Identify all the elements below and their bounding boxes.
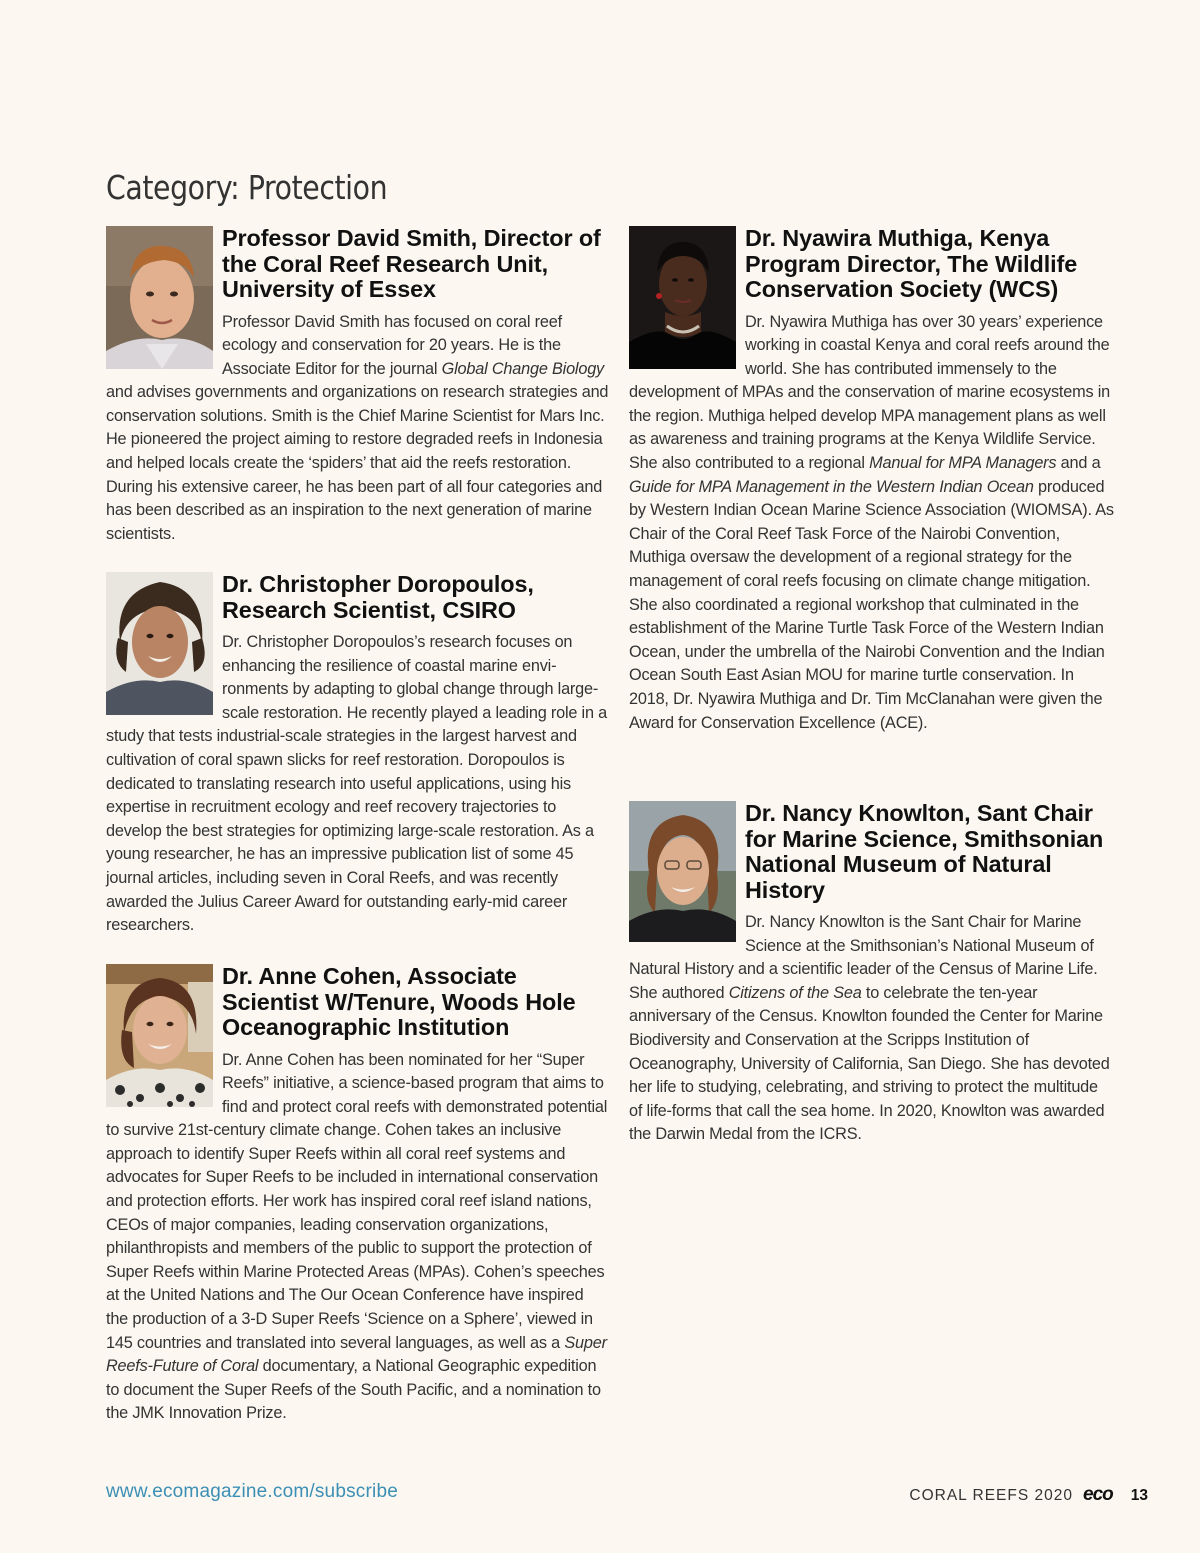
profile-bio: Dr. Christopher Doropoulos’s research focuses on enhancing the resilience of coastal marine environments by adapting to global change through large-scale restoration. He recently played a leading role in a study that tests industrial-scale strategies in the largest harvest and cultivation of coral spawn slicks for reef restoration. Doropoulos is dedicated to translating research into useful applications, using his expertise in recruitment ecology and reef recovery trajectories to develop the best strategies for optimizing large-scale restoration. As a young researcher, he has an impressive publication list of some 45 journal articles, including seven in Coral Reefs, and was recently awarded the Julius Career Award for outstanding early-mid career researchers. [106, 633, 608, 935]
profile-bio: Dr. Anne Cohen has been nominated for her “Super Reefs” initiative, a science-based program that aims to find and protect coral reefs with demonstrated potential to survive 21st-century climate change. Cohen takes an inclusive approach to identify Super Reefs within all coral reef systems and advocates for Super Reefs to be included in international conservation and protection efforts. Her work has inspired coral reef island nations, CEOs of major companies, leading conservation organizations, philanthropists and members of the public to support the protection of Super Reefs within Marine Protected Areas (MPAs). Cohen’s speeches at the United Nations and The Our Ocean Conference have inspired the production of a 3-D Super Reefs ‘Science on a Sphere’, viewed in 145 countries and translated into several languages, as well as a Super Reefs-Future of Coral documentary, a National Geographic expedition to document the Super Reefs of the South Pacific, and a nomination to the JMK Innovation Prize. [106, 1050, 608, 1423]
profile-name: Professor David Smith, Director of the Coral Reef Research Unit, University of Essex [222, 225, 601, 302]
profile-nancy-knowlton [629, 801, 1115, 1147]
profile-name: Dr. Nyawira Muthiga, Kenya Program Director, The Wildlife Conservation Society (WCS) [745, 225, 1078, 302]
page-number: 13 [1130, 1487, 1148, 1504]
portrait-photo [106, 964, 213, 1107]
profile-name: Dr. Christopher Doropoulos, Research Scientist, CSIRO [222, 571, 534, 623]
profile-nyawira-muthiga [629, 226, 1115, 735]
portrait-photo [629, 801, 736, 942]
profile-david-smith [106, 226, 609, 546]
page-title: Category: Protection [106, 168, 388, 207]
profile-name: Dr. Anne Cohen, Associate Scientist W/Tenure, Woods Hole Oceanographic Institution [222, 963, 576, 1040]
profile-anne-cohen [106, 964, 609, 1426]
profile-christopher-doropoulos [106, 572, 609, 938]
issue-label: CORAL REEFS 2020 [909, 1487, 1073, 1504]
footer-info [909, 1484, 1148, 1506]
profile-bio: Dr. Nyawira Muthiga has over 30 years’ experience working in coastal Kenya and coral reefs around the world. She has contributed immensely to the development of MPAs and the conservation of marine ecosystems in the region. Muthiga helped develop MPA management plans as well as awareness and training programs at the Kenya Wildlife Service. She also contributed to a regional Manual for MPA Managers and a Guide for MPA Management in the Western Indian Ocean produced by Western Indian Ocean Marine Science Association (WIOMSA). As Chair of the Coral Reef Task Force of the Nairobi Convention, Muthiga oversaw the development of a regional strategy for the management of coral reefs focusing on climate change mitigation. She also coordinated a regional workshop that culminated in the establishment of the Marine Turtle Task Force of the Western Indian Ocean, under the umbrella of the Nairobi Convention and the Indian Ocean South East Asian MOU for marine turtle conservation. In 2018, Dr. Nyawira Muthiga and Dr. Tim McClanahan were given the Award for Conservation Excellence (ACE). [629, 312, 1114, 732]
profile-name: Dr. Nancy Knowlton, Sant Chair for Marine Science, Smithsonian National Museum of Natural History [745, 800, 1104, 903]
portrait-photo [106, 572, 213, 715]
portrait-photo [106, 226, 213, 369]
profile-bio: Dr. Nancy Knowlton is the Sant Chair for Marine Science at the Smithsonian’s National Museum of Natural History and a scientific leader of the Census of Marine Life. She authored Citizens of the Sea to celebrate the ten-year anniversary of the Census. Knowlton founded the Center for Marine Biodiversity and Conservation at the Scripps Institution of Oceanography, University of California, San Diego. She has devoted her life to studying, celebrating, and striving to protect the multitude of life-forms that call the sea home. In 2020, Knowlton was awarded the Darwin Medal from the ICRS. [629, 913, 1110, 1144]
portrait-photo [629, 226, 736, 369]
profile-bio: Professor David Smith has focused on coral reef ecology and conservation for 20 years. He is the Associate Editor for the journal Global Change Biology and advises governments and organizations on research strategies and conservation solutions. Smith is the Chief Marine Scientist for Mars Inc. He pioneered the project aiming to restore degraded reefs in Indonesia and helped locals create the ‘spiders’ that aid the reefs restoration. During his extensive career, he has been part of all four categories and has been described as an inspiration to the next generation of marine scientists. [106, 312, 609, 543]
subscribe-link[interactable]: www.ecomagazine.com/subscribe [106, 1481, 398, 1502]
eco-logo: eco [1083, 1484, 1113, 1505]
